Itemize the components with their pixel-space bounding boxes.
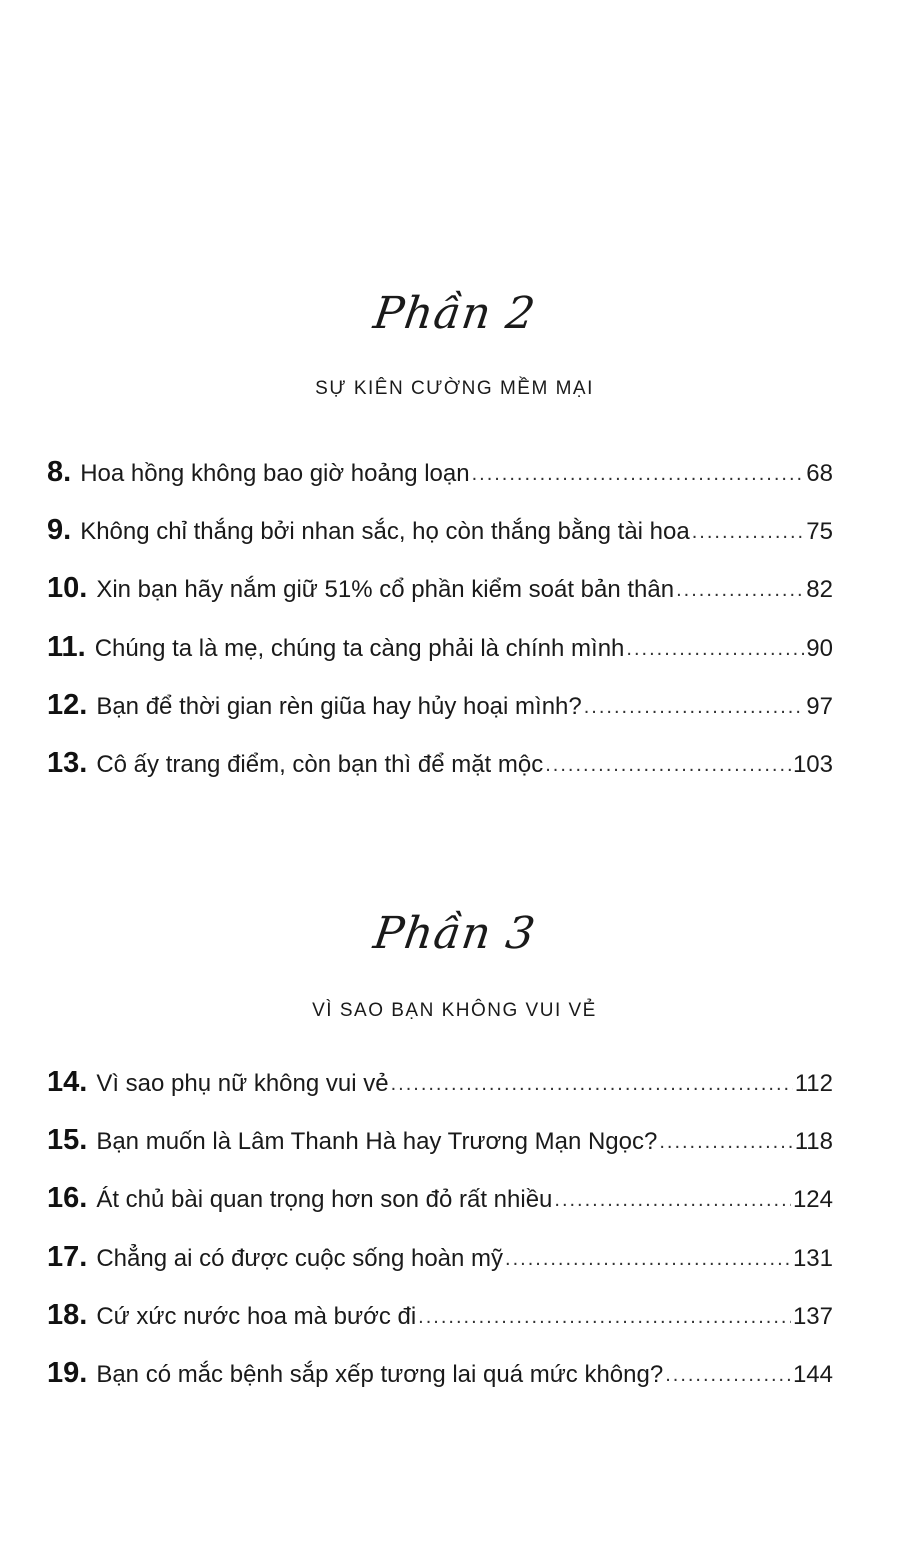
- toc-entry-number: 18.: [47, 1299, 88, 1331]
- toc-entry-page: 131: [792, 1245, 833, 1272]
- dot-leader: [554, 1189, 791, 1212]
- toc-entry-page: 97: [806, 693, 833, 720]
- toc-entry[interactable]: [47, 572, 833, 612]
- toc-entry-number: 8.: [47, 456, 72, 488]
- toc-entry-page: 112: [794, 1070, 833, 1097]
- toc-entry[interactable]: [47, 1241, 833, 1281]
- dot-leader: [505, 1248, 791, 1271]
- toc-entry[interactable]: [47, 1182, 833, 1222]
- toc-entry-number: 12.: [47, 689, 88, 721]
- toc-entry-title: Không chỉ thắng bởi nhan sắc, họ còn thắng bằng tài hoa: [80, 518, 690, 545]
- dot-leader: [545, 754, 791, 777]
- toc-entry-page: 124: [792, 1186, 833, 1213]
- toc-entry[interactable]: [47, 631, 833, 671]
- toc-entry-number: 19.: [47, 1357, 88, 1389]
- toc-entry-page: 82: [806, 576, 833, 603]
- toc-entry[interactable]: [47, 456, 833, 496]
- toc-entry-title: Hoa hồng không bao giờ hoảng loạn: [80, 460, 470, 487]
- toc-entry-number: 15.: [47, 1124, 88, 1156]
- dot-leader: [391, 1073, 793, 1096]
- part-2-label: Phần 2: [370, 288, 539, 339]
- toc-entry-title: Bạn có mắc bệnh sắp xếp tương lai quá mức không?: [96, 1361, 664, 1388]
- toc-entry-number: 14.: [47, 1066, 88, 1098]
- toc-entry-page: 68: [806, 460, 833, 487]
- toc-entry-number: 11.: [47, 631, 86, 663]
- dot-leader: [692, 521, 805, 544]
- toc-entry-title: Cứ xức nước hoa mà bước đi: [96, 1303, 417, 1330]
- dot-leader: [665, 1364, 791, 1387]
- part-3-subtitle: VÌ SAO BẠN KHÔNG VUI VẺ: [312, 1000, 597, 1021]
- dot-leader: [584, 696, 805, 719]
- toc-entry-title: Át chủ bài quan trọng hơn son đỏ rất nhiều: [96, 1186, 553, 1213]
- dot-leader: [472, 463, 805, 486]
- toc-entry-number: 9.: [47, 514, 72, 546]
- toc-entry-title: Vì sao phụ nữ không vui vẻ: [96, 1070, 389, 1097]
- toc-entry[interactable]: [47, 1299, 833, 1339]
- toc-entry-number: 10.: [47, 572, 88, 604]
- part-2-heading: [0, 288, 909, 339]
- toc-entry-title: Bạn muốn là Lâm Thanh Hà hay Trương Mạn Ngọc?: [96, 1128, 658, 1155]
- toc-entry-page: 137: [792, 1303, 833, 1330]
- toc-entry-page: 118: [794, 1128, 833, 1155]
- dot-leader: [676, 579, 804, 602]
- toc-entry-title: Cô ấy trang điểm, còn bạn thì để mặt mộc: [96, 751, 544, 778]
- toc-entry-page: 75: [806, 518, 833, 545]
- toc-entry-number: 16.: [47, 1182, 88, 1214]
- toc-entry-page: 144: [792, 1361, 833, 1388]
- part-2-subtitle: SỰ KIÊN CƯỜNG MỀM MẠI: [315, 378, 594, 399]
- toc-entry-page: 90: [806, 635, 833, 662]
- toc-entry-title: Xin bạn hãy nắm giữ 51% cổ phần kiểm soát bản thân: [96, 576, 675, 603]
- toc-entry[interactable]: [47, 1066, 833, 1106]
- dot-leader: [659, 1131, 792, 1154]
- part-3-label: Phần 3: [370, 908, 539, 959]
- toc-entry-title: Bạn để thời gian rèn giũa hay hủy hoại mình?: [96, 693, 582, 720]
- toc-entry[interactable]: [47, 747, 833, 787]
- toc-entry[interactable]: [47, 689, 833, 729]
- toc-entry-title: Chẳng ai có được cuộc sống hoàn mỹ: [96, 1245, 504, 1272]
- part-3-heading: [0, 908, 909, 959]
- toc-entry-title: Chúng ta là mẹ, chúng ta càng phải là chính mình: [94, 635, 625, 662]
- dot-leader: [418, 1306, 791, 1329]
- toc-entry[interactable]: [47, 1124, 833, 1164]
- toc-entry-number: 13.: [47, 747, 88, 779]
- toc-entry-page: 103: [792, 751, 833, 778]
- toc-entry-number: 17.: [47, 1241, 88, 1273]
- dot-leader: [626, 638, 804, 661]
- toc-entry[interactable]: [47, 1357, 833, 1397]
- toc-entry[interactable]: [47, 514, 833, 554]
